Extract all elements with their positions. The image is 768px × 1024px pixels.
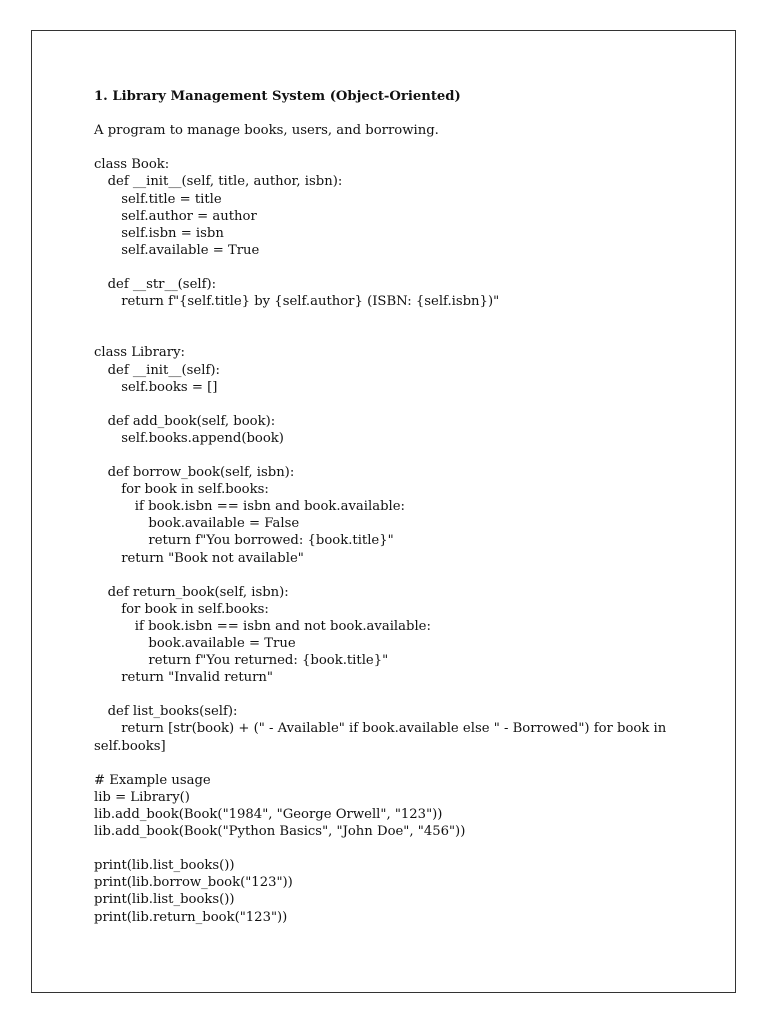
code-line: self.isbn = isbn [121, 225, 224, 241]
code-line [94, 259, 714, 276]
code-line [94, 567, 714, 584]
code-line: lib.add_book(Book("1984", "George Orwell", "123")) [94, 806, 443, 822]
code-line: self.books.append(book) [121, 430, 284, 446]
code-line [94, 686, 714, 703]
code-line: self.author = author [121, 208, 257, 224]
code-line: book.available = False [148, 516, 300, 532]
code-line: return f"You returned: {book.title}" [148, 653, 389, 669]
document-intro: A program to manage books, users, and borrowing. [94, 123, 439, 139]
code-block [94, 156, 714, 925]
document-content [94, 88, 714, 926]
code-line: self.books = [] [121, 379, 218, 395]
code-line: class Book: [94, 157, 170, 173]
code-line: self.title = title [121, 191, 222, 207]
code-line: self.available = True [121, 242, 260, 258]
code-line: book.available = True [148, 636, 296, 651]
code-line: print(lib.list_books()) [94, 858, 235, 874]
spacer [94, 139, 714, 156]
document-page [31, 30, 736, 993]
code-line: return "Invalid return" [121, 670, 273, 686]
code-line: return f"{self.title} by {self.author} (ISBN: {self.isbn})" [121, 294, 500, 310]
code-line: lib.add_book(Book("Python Basics", "John Doe", "456")) [94, 824, 466, 840]
code-line [94, 447, 714, 464]
code-line [94, 327, 714, 344]
code-line [94, 755, 714, 772]
code-line: def list_books(self): [107, 704, 238, 720]
code-line: # Example usage [94, 772, 211, 788]
code-line: if book.isbn == isbn and book.available: [134, 499, 405, 515]
code-line: for book in self.books: [121, 601, 269, 617]
code-line: return f"You borrowed: {book.title}" [148, 533, 394, 549]
code-line: return [str(book) + (" - Available" if book.available else " - Borrowed") for book in [121, 721, 667, 737]
code-line: def __init__(self, title, author, isbn): [107, 174, 343, 190]
code-line: def borrow_book(self, isbn): [107, 465, 295, 481]
code-line: lib = Library() [94, 789, 190, 805]
code-line: if book.isbn == isbn and not book.available: [134, 618, 431, 634]
code-line: def __str__(self): [107, 277, 217, 293]
code-line: print(lib.return_book("123")) [94, 909, 288, 925]
spacer [94, 105, 714, 122]
code-line [94, 840, 714, 857]
code-line: for book in self.books: [121, 482, 269, 498]
code-line: def add_book(self, book): [107, 413, 276, 429]
document-heading: 1. Library Management System (Object-Oriented) [94, 89, 461, 104]
code-line: def __init__(self): [107, 362, 220, 378]
code-line: class Library: [94, 345, 185, 361]
code-line: return "Book not available" [121, 550, 304, 566]
code-line: def return_book(self, isbn): [107, 584, 289, 600]
code-line [94, 396, 714, 413]
code-line [94, 310, 714, 327]
code-line: print(lib.list_books()) [94, 892, 235, 908]
code-line: print(lib.borrow_book("123")) [94, 875, 293, 891]
code-line: self.books] [94, 738, 166, 754]
